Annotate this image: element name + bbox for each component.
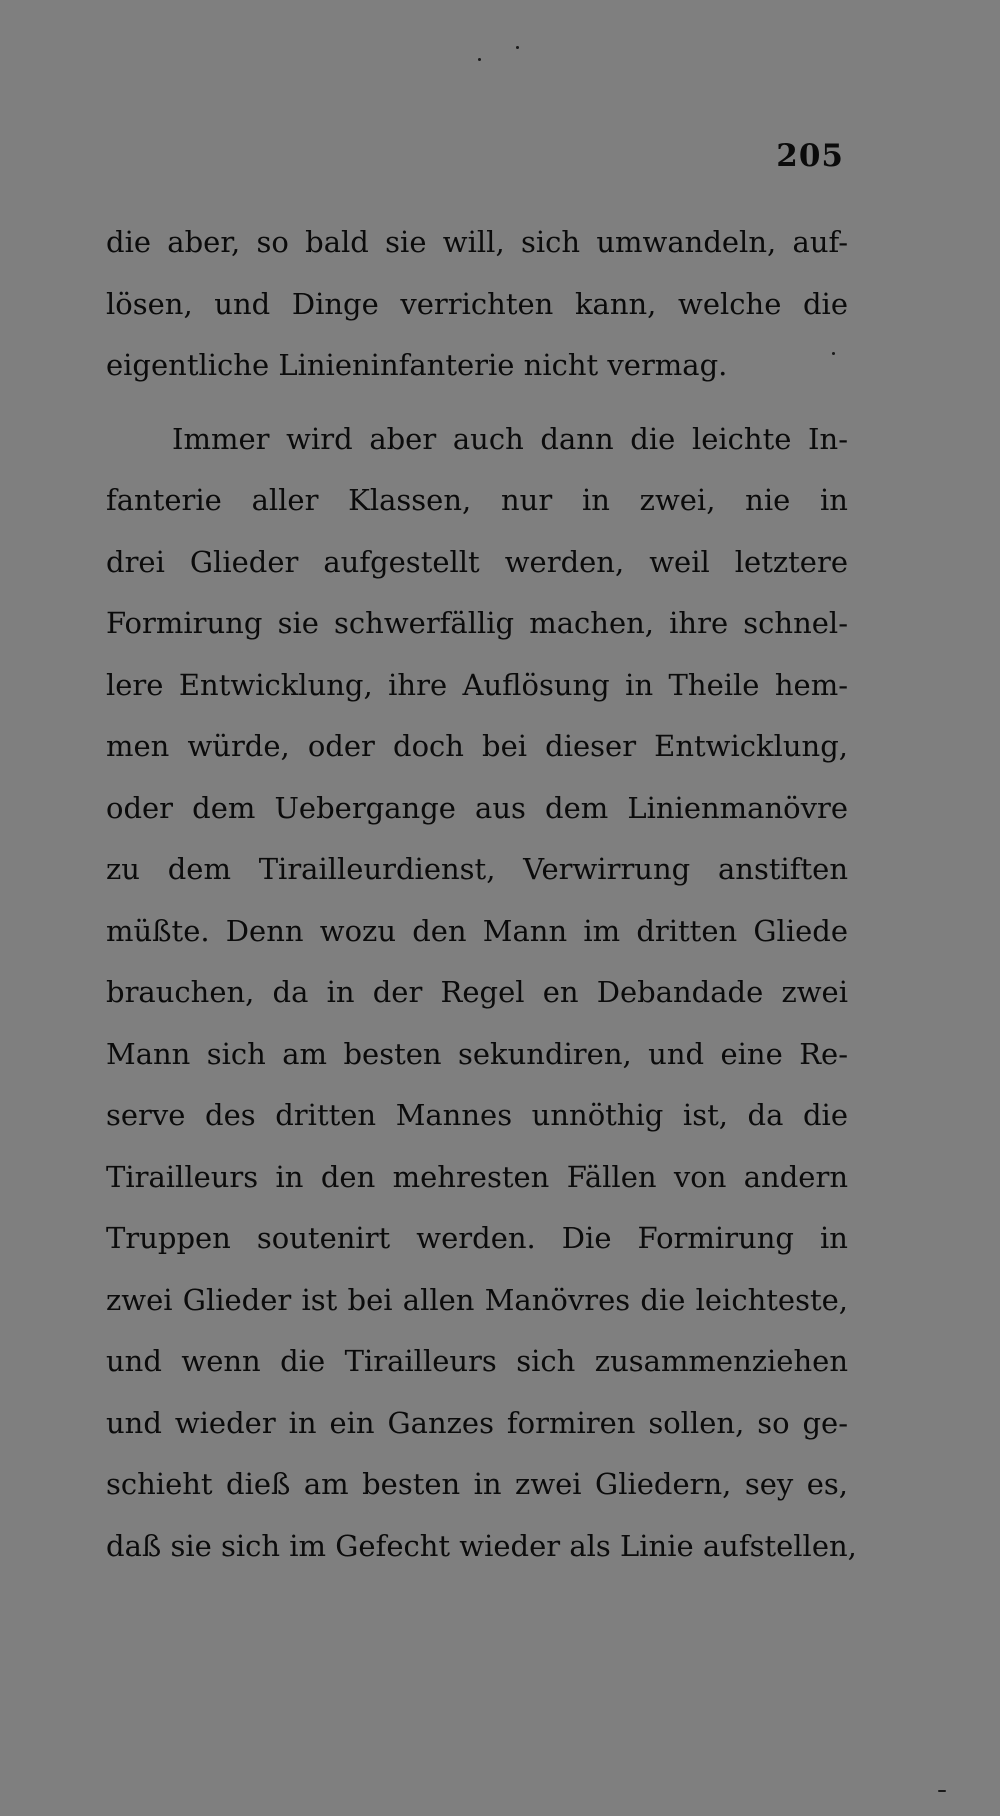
- print-speck: [938, 1790, 946, 1792]
- text-line: Tirailleurs in den mehresten Fällen von andern: [106, 1159, 848, 1194]
- text-line: drei Glieder aufgestellt werden, weil letztere: [106, 544, 848, 579]
- paragraph-gap: [106, 397, 848, 409]
- text-line: die aber, so bald sie will, sich umwandeln, auf-: [106, 225, 848, 259]
- text-line: zu dem Tirailleurdienst, Verwirrung anstiften: [106, 852, 848, 886]
- text-line: eigentliche Linieninfanterie nicht vermag.: [106, 348, 728, 382]
- text-line: serve des dritten Mannes unnöthig ist, da die: [106, 1098, 848, 1132]
- text-line: daß sie sich im Gefecht wieder als Linie aufstellen,: [106, 1528, 857, 1563]
- text-line: schieht dieß am besten in zwei Gliedern, sey es,: [106, 1467, 848, 1501]
- paragraph-1: [106, 212, 848, 397]
- text-line: Mann sich am besten sekundiren, und eine Re-: [106, 1036, 848, 1071]
- text-line: fanterie aller Klassen, nur in zwei, nie in: [106, 483, 848, 517]
- text-line: Formirung sie schwerfällig machen, ihre schnel-: [106, 606, 848, 640]
- print-speck: [478, 58, 481, 61]
- text-line: und wenn die Tirailleurs sich zusammenziehen: [106, 1344, 848, 1378]
- text-line: zwei Glieder ist bei allen Manövres die leichteste,: [106, 1282, 848, 1317]
- body-text: [106, 212, 857, 1577]
- text-line: brauchen, da in der Regel en Debandade zwei: [106, 975, 848, 1009]
- print-speck: [516, 46, 519, 49]
- text-line: lere Entwicklung, ihre Auflösung in Theile hem-: [106, 667, 848, 702]
- text-line: Truppen soutenirt werden. Die Formirung in: [106, 1221, 848, 1255]
- text-line: müßte. Denn wozu den Mann im dritten Gliede: [106, 913, 848, 948]
- text-line: und wieder in ein Ganzes formiren sollen, so ge-: [106, 1405, 848, 1440]
- paragraph-2: [106, 409, 857, 1578]
- text-line: Immer wird aber auch dann die leichte In-: [172, 421, 848, 456]
- text-line: lösen, und Dinge verrichten kann, welche die: [106, 286, 848, 321]
- text-line: oder dem Uebergange aus dem Linienmanövre: [106, 790, 848, 825]
- page-number: 205: [776, 138, 844, 174]
- text-line: men würde, oder doch bei dieser Entwicklung,: [106, 729, 848, 763]
